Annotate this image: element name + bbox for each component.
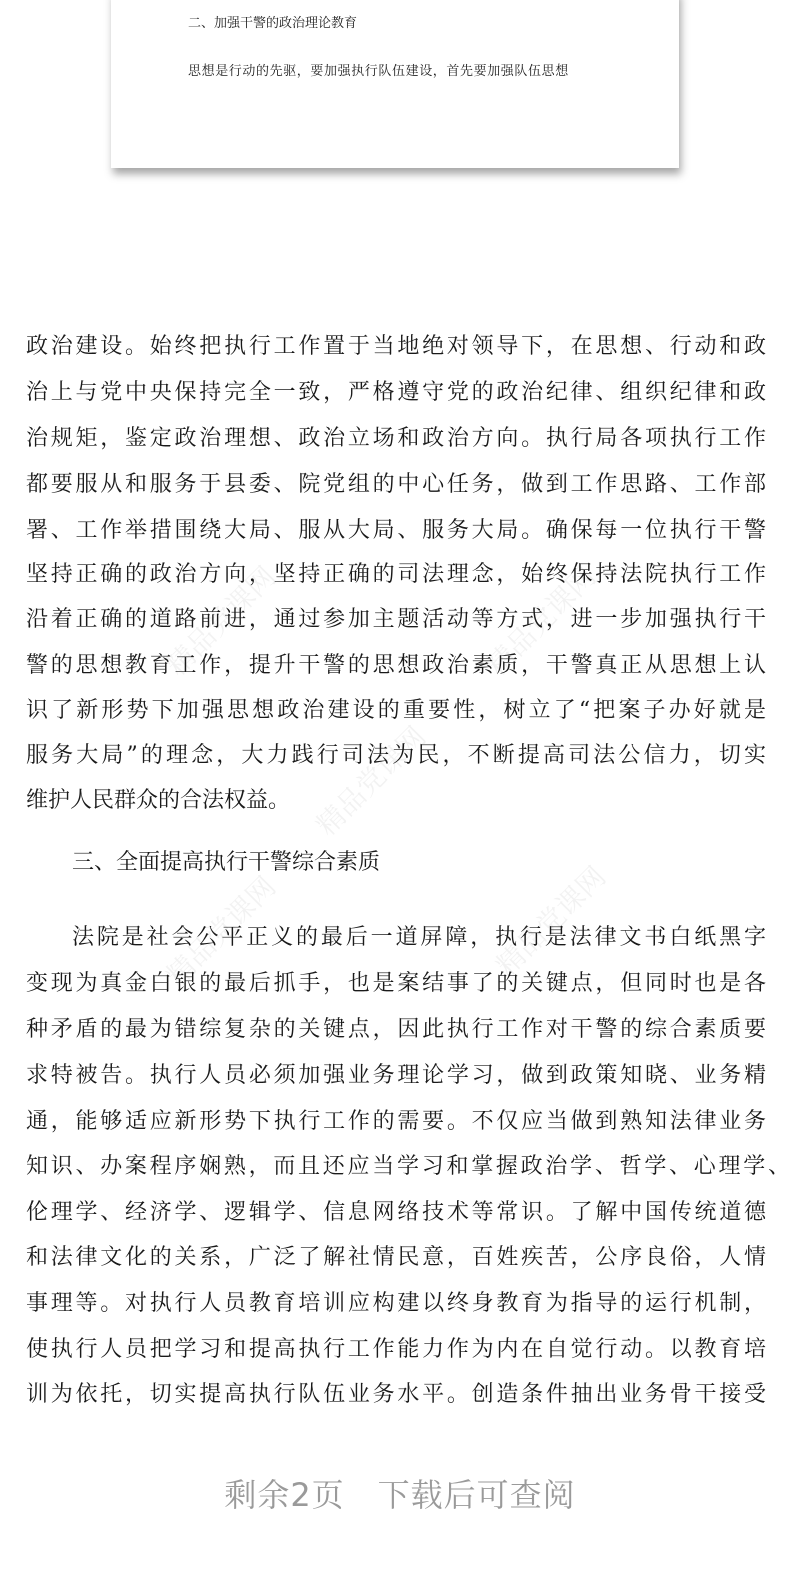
text-line: 署、工作举措围绕大局、服从大局、服务大局。确保每一位执行干警 bbox=[26, 518, 766, 543]
text-line: 治规矩，鉴定政治理想、政治立场和政治方向。执行局各项执行工作 bbox=[26, 426, 766, 451]
text-line: 都要服从和服务于县委、院党组的中心任务，做到工作思路、工作部 bbox=[26, 472, 766, 497]
text-line: 维护人民群众的合法权益。 bbox=[26, 788, 291, 813]
text-line: 沿着正确的道路前进，通过参加主题活动等方式，进一步加强执行干 bbox=[26, 607, 766, 632]
text-line: 政治建设。始终把执行工作置于当地绝对领导下，在思想、行动和政 bbox=[26, 334, 766, 359]
preview-text: 思想是行动的先驱，要加强执行队伍建设，首先要加强队伍思想 bbox=[188, 64, 569, 79]
section-heading: 三、全面提高执行干警综合素质 bbox=[72, 850, 381, 875]
text-line: 种矛盾的最为错综复杂的关键点，因此执行工作对干警的综合素质要 bbox=[26, 1017, 766, 1042]
preview-heading: 二、加强干警的政治理论教育 bbox=[188, 16, 358, 31]
text-line: 治上与党中央保持完全一致，严格遵守党的政治纪律、组织纪律和政 bbox=[26, 380, 766, 405]
watermark: 精品党课网 bbox=[159, 869, 283, 993]
text-line: 变现为真金白银的最后抓手，也是案结事了的关键点，但同时也是各 bbox=[26, 971, 766, 996]
text-line: 警的思想教育工作，提升干警的思想政治素质，干警真正从思想上认 bbox=[26, 653, 766, 678]
watermark: 精品党课网 bbox=[309, 719, 433, 843]
text-line: 训为依托，切实提高执行队伍业务水平。创造条件抽出业务骨干接受 bbox=[26, 1382, 766, 1407]
text-line: 通，能够适应新形势下执行工作的需要。不仅应当做到熟知法律业务 bbox=[26, 1109, 766, 1134]
text-line: 识了新形势下加强思想政治建设的重要性，树立了“把案子办好就是 bbox=[26, 698, 766, 723]
text-line: 知识、办案程序娴熟，而且还应当学习和掌握政治学、哲学、心理学、 bbox=[26, 1154, 790, 1179]
remaining-pages-download-prompt[interactable]: 剩余2页 下载后可查阅 bbox=[224, 1476, 576, 1514]
text-line: 坚持正确的政治方向，坚持正确的司法理念，始终保持法院执行工作 bbox=[26, 562, 766, 587]
text-line: 法院是社会公平正义的最后一道屏障，执行是法律文书白纸黑字 bbox=[72, 925, 766, 950]
watermark: 精品党课网 bbox=[489, 859, 613, 983]
text-line: 伦理学、经济学、逻辑学、信息网络技术等常识。了解中国传统道德 bbox=[26, 1200, 766, 1225]
watermark: 精品党课网 bbox=[159, 559, 283, 683]
watermark: 精品党课网 bbox=[479, 559, 603, 683]
text-line: 和法律文化的关系，广泛了解社情民意，百姓疾苦，公序良俗，人情 bbox=[26, 1245, 766, 1270]
preview-page-card bbox=[111, 0, 679, 168]
text-line: 使执行人员把学习和提高执行工作能力作为内在自觉行动。以教育培 bbox=[26, 1337, 766, 1362]
text-line: 求特被告。执行人员必须加强业务理论学习，做到政策知晓、业务精 bbox=[26, 1063, 766, 1088]
text-line: 服务大局”的理念，大力践行司法为民，不断提高司法公信力，切实 bbox=[26, 743, 766, 768]
text-line: 事理等。对执行人员教育培训应构建以终身教育为指导的运行机制， bbox=[26, 1291, 766, 1316]
